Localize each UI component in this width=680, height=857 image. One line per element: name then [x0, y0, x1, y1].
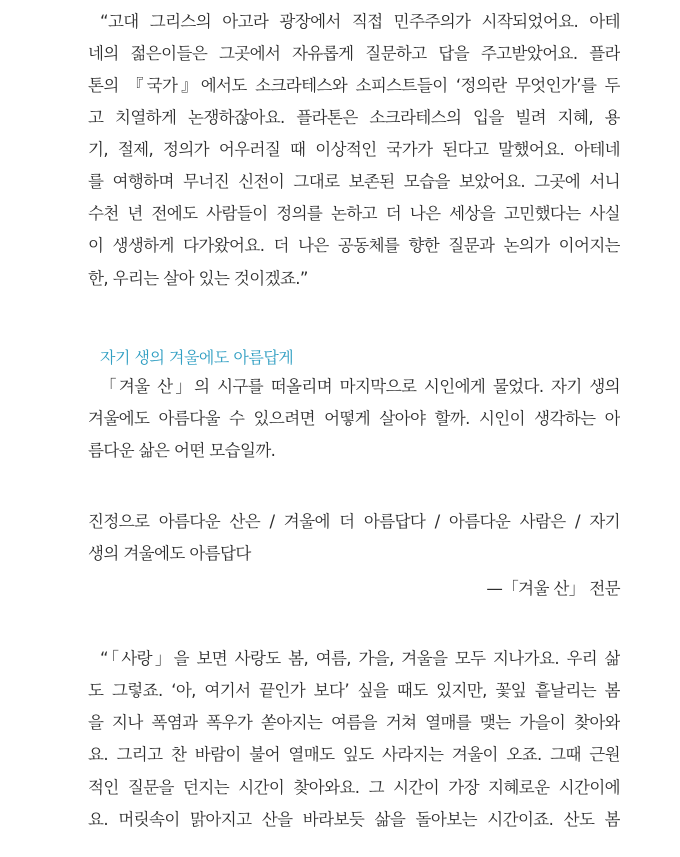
para1-line-2: 네의 젊은이들은 그곳에서 자유롭게 질문하고 답을 주고받았어요. 플라	[88, 44, 620, 63]
poem-source: —「겨울 산」 전문	[486, 579, 620, 598]
para3-line-5: 적인 질문을 던지는 시간이 찾아와요. 그 시간이 가장 지혜로운 시간이에	[88, 778, 620, 797]
para2-line-3: 름다운 삶은 어떤 모습일까.	[88, 441, 276, 460]
para3-line-2: 도 그렇죠. ‘아, 여기서 끝인가 보다’ 싶을 때도 있지만, 꽃잎 흩날리는 봄	[88, 681, 620, 700]
para3-line-3: 을 지나 폭염과 폭우가 쏟아지는 여름을 거쳐 열매를 맺는 가을이 찾아와	[88, 713, 620, 732]
para1-line-7: 수천 년 전에도 사람들이 정의를 논하고 더 나은 세상을 고민했다는 사실	[88, 204, 620, 223]
para1-line-3: 톤의 『국가』에서도 소크라테스와 소피스트들이 ‘정의란 무엇인가’를 두	[88, 76, 620, 95]
para1-line-1: “고대 그리스의 아고라 광장에서 직접 민주주의가 시작되었어요. 아테	[100, 12, 620, 31]
poem-line-2: 생의 겨울에도 아름답다	[88, 544, 251, 563]
para1-line-8: 이 생생하게 다가왔어요. 더 나은 공동체를 향한 질문과 논의가 이어지는	[88, 236, 620, 255]
para3-line-4: 요. 그리고 찬 바람이 불어 열매도 잎도 사라지는 겨울이 오죠. 그때 근원	[88, 745, 620, 764]
para3-line-6: 요. 머릿속이 맑아지고 산을 바라보듯 삶을 돌아보는 시간이죠. 산도 봄	[88, 810, 620, 829]
para3-line-1: “「사랑」을 보면 사랑도 봄, 여름, 가을, 겨울을 모두 지나가요. 우리 삶	[100, 649, 620, 668]
poem-line-1: 진정으로 아름다운 산은 / 겨울에 더 아름답다 / 아름다운 사람은 / 자기	[88, 512, 620, 531]
para1-line-5: 기, 절제, 정의가 어우러질 때 이상적인 국가가 된다고 말했어요. 아테네	[88, 140, 620, 159]
para1-line-6: 를 여행하며 무너진 신전이 그대로 보존된 모습을 보았어요. 그곳에 서니	[88, 172, 620, 191]
para2-line-1: 「겨울 산」의 시구를 떠올리며 마지막으로 시인에게 물었다. 자기 생의	[100, 377, 620, 396]
para1-line-9: 한, 우리는 살아 있는 것이겠죠.”	[88, 269, 308, 288]
para2-line-2: 겨울에도 아름다울 수 있으려면 어떻게 살아야 할까. 시인이 생각하는 아	[88, 409, 620, 428]
section-heading: 자기 생의 겨울에도 아름답게	[100, 348, 294, 367]
para1-line-4: 고 치열하게 논쟁하잖아요. 플라톤은 소크라테스의 입을 빌려 지혜, 용	[88, 108, 620, 127]
